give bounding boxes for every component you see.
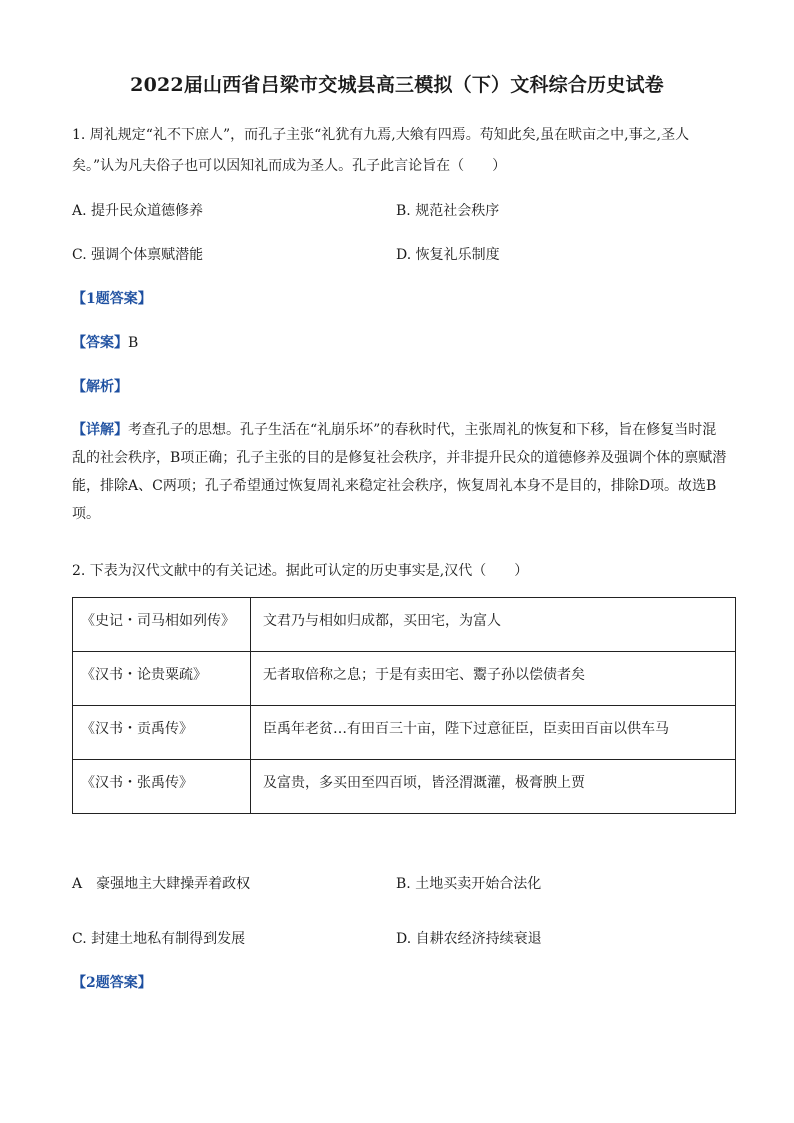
table-source-cell: 《汉书・贡禹传》	[73, 706, 251, 760]
table-row	[73, 706, 736, 760]
table-text-cell: 及富贵，多买田至四百顷，皆泾渭溉灌，极膏腴上贾	[251, 760, 736, 814]
q2-option-b: B. 土地买卖开始合法化	[396, 876, 542, 892]
table-row	[73, 760, 736, 814]
table-source-cell: 《史记・司马相如列传》	[73, 598, 251, 652]
table-source-cell: 《汉书・论贵粟疏》	[73, 652, 251, 706]
q1-answer-label: 【答案】	[72, 335, 128, 351]
q1-detail	[72, 416, 728, 528]
q1-stem-line1: 1. 周礼规定“礼不下庶人”，而孔子主张“礼犹有九焉,大飨有四焉。苟知此矣,虽在畎亩之中,事之,圣人	[72, 127, 690, 143]
table-text-cell: 无者取倍称之息；于是有卖田宅、鬻子孙以偿债者矣	[251, 652, 736, 706]
q1-answer-value: B	[128, 335, 139, 351]
q2-stem: 2. 下表为汉代文献中的有关记述。据此可认定的历史事实是,汉代（ ）	[72, 563, 529, 579]
table-row	[73, 652, 736, 706]
q1-option-b: B. 规范社会秩序	[396, 203, 500, 219]
q2-option-c: C. 封建土地私有制得到发展	[72, 931, 246, 947]
table-source-cell: 《汉书・张禹传》	[73, 760, 251, 814]
q2-answer-header: 【2题答案】	[72, 975, 152, 991]
table-text-cell: 臣禹年老贫…有田百三十亩，陛下过意征臣，臣卖田百亩以供车马	[251, 706, 736, 760]
q2-source-table	[72, 597, 736, 814]
q1-option-a: A. 提升民众道德修养	[72, 203, 204, 219]
q2-option-a: A 豪强地主大肆操弄着政权	[72, 876, 251, 892]
q1-detail-label: 【详解】	[72, 422, 128, 438]
table-row	[73, 598, 736, 652]
q1-answer	[72, 332, 138, 352]
q1-option-d: D. 恢复礼乐制度	[396, 247, 500, 263]
table-text-cell: 文君乃与相如归成都，买田宅，为富人	[251, 598, 736, 652]
q1-detail-text: 考查孔子的思想。孔子生活在“礼崩乐坏”的春秋时代，主张周礼的恢复和下移，旨在修复当时混乱的社会秩序，B项正确；孔子主张的目的是修复社会秩序，并非提升民众的道德修养及强调个体的禀赋潜能，排除A、C两项；孔子希望通过恢复周礼来稳定社会秩序，恢复周礼本身不是目的，排除D项。故选B项。	[72, 422, 727, 522]
q1-answer-header: 【1题答案】	[72, 291, 152, 307]
exam-title: 2022届山西省吕梁市交城县高三模拟（下）文科综合历史试卷	[130, 74, 664, 96]
q1-stem-line2: 矣。”认为凡夫俗子也可以因知礼而成为圣人。孔子此言论旨在（ ）	[72, 158, 507, 174]
q1-option-c: C. 强调个体禀赋潜能	[72, 247, 204, 263]
q2-option-d: D. 自耕农经济持续衰退	[396, 931, 542, 947]
q1-analysis-label: 【解析】	[72, 379, 128, 395]
